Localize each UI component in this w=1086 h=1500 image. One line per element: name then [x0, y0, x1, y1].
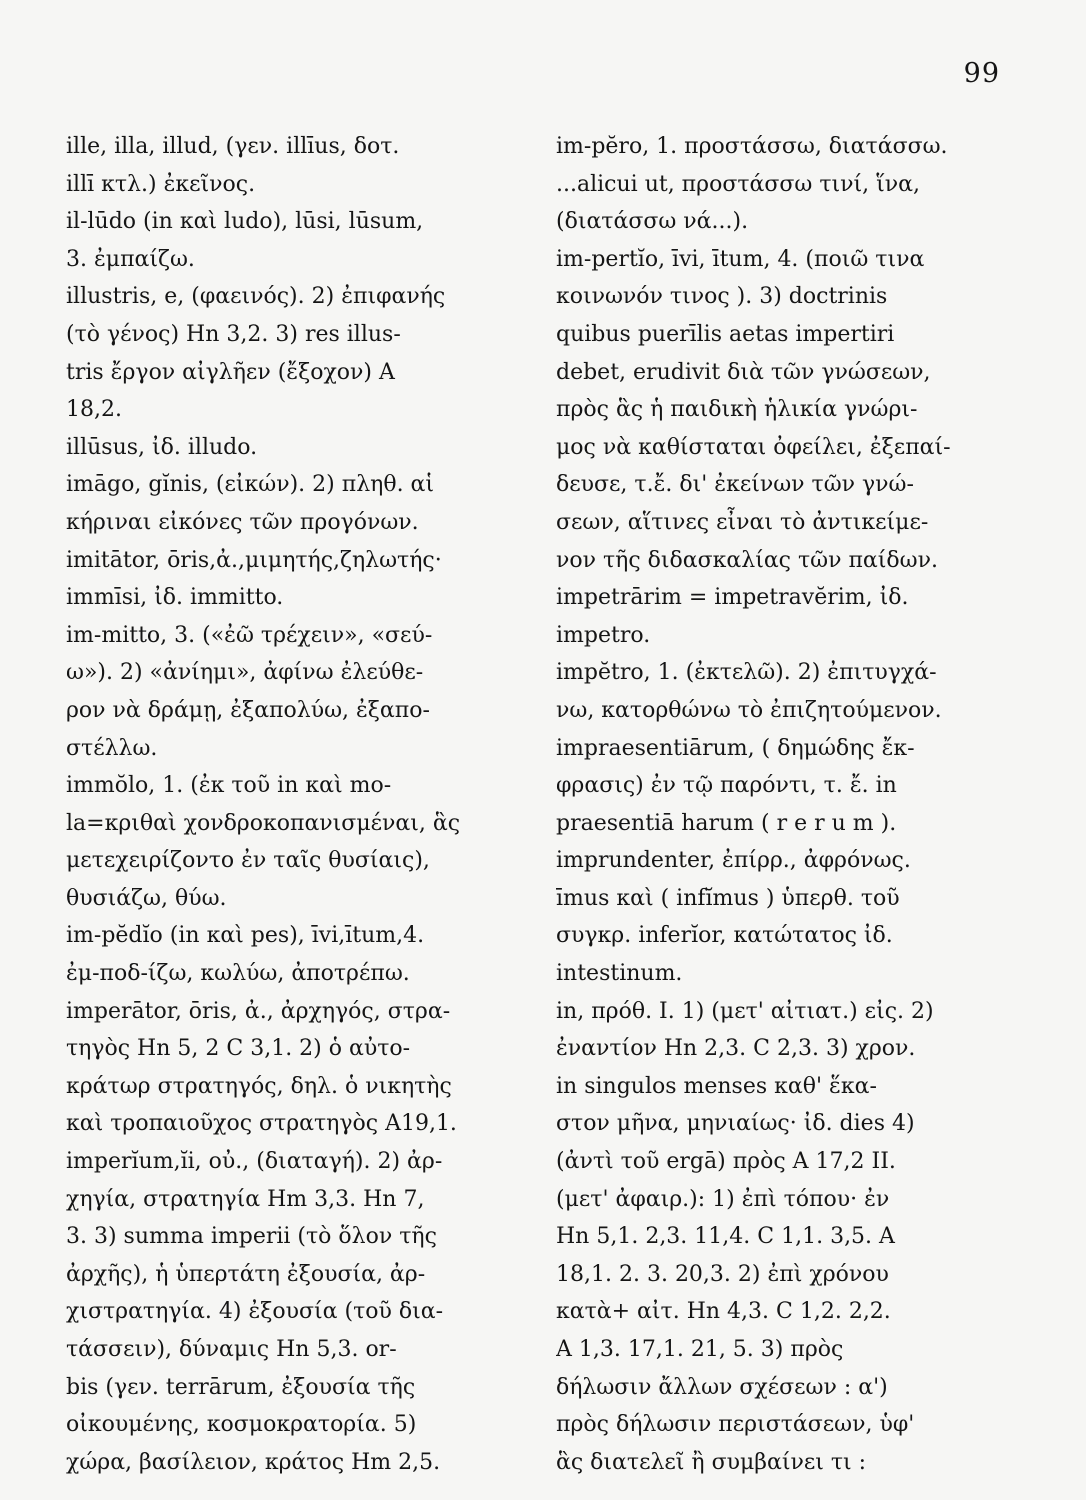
entry-line: illī κτλ.) ἐκεῖνος.	[66, 171, 256, 197]
entry-line: νον τῆς διδασκαλίας τῶν παίδων.	[556, 547, 938, 573]
entry-line: χιστρατηγία. 4) ἐξουσία (τοῦ δια-	[66, 1299, 444, 1325]
entry-line: bis (γεν. terrārum, ἐξουσία τῆς	[66, 1374, 416, 1400]
entry-line: 3. ἐμπαίζω.	[66, 246, 195, 272]
entry-line: impraesentiārum, ( δημώδης ἔκ-	[556, 735, 915, 761]
entry-line: φρασις) ἐν τῷ παρόντι, τ. ἔ. in	[556, 773, 897, 799]
entry-line: intestinum.	[556, 961, 683, 987]
entry-line: la=κριθαὶ χονδροκοπανισμέναι, ἃς	[66, 810, 461, 836]
entry-line: im-pĕro, 1. προστάσσω, διατάσσω.	[556, 134, 948, 159]
entry-line: οἰκουμένης, κοσμοκρατορία. 5)	[66, 1412, 417, 1438]
entry-line: χηγία, στρατηγία Hm 3,3. Hn 7,	[66, 1186, 425, 1212]
entry-line: ille, illa, illud, (γεν. illīus, δοτ.	[66, 134, 400, 159]
entry-line: πρὸς δήλωσιν περιστάσεων, ὑφ'	[556, 1412, 915, 1438]
entry-line: impetrārim = impetravĕrim, ἰδ.	[556, 585, 909, 611]
entry-line: A 1,3. 17,1. 21, 5. 3) πρὸς	[556, 1337, 844, 1362]
entry-line: 3. 3) summa imperii (τὸ ὅλον τῆς	[66, 1224, 437, 1250]
entry-line: illustris, e, (φαεινός). 2) ἐπιφανής	[66, 284, 446, 310]
entry-line: illūsus, ἰδ. illudo.	[66, 434, 258, 460]
entry-line: μος νὰ καθίσταται ὀφείλει, ἐξεπαί-	[556, 434, 951, 460]
entry-line: debet, erudivit διὰ τῶν γνώσεων,	[556, 359, 931, 385]
entry-line: 18,1. 2. 3. 20,3. 2) ἐπὶ χρόνου	[556, 1261, 889, 1287]
entry-line: il-lūdo (in καὶ ludo), lūsi, lūsum,	[66, 209, 424, 235]
entry-line: imperātor, ōris, ἀ., ἀρχηγός, στρα-	[66, 998, 451, 1024]
entry-line: σεων, αἵτινες εἶναι τὸ ἀντικείμε-	[556, 509, 929, 535]
entry-line: χώρα, βασίλειον, κράτος Hm 2,5.	[66, 1449, 441, 1475]
entry-line: συγκρ. inferĭor, κατώτατος ἰδ.	[556, 923, 893, 949]
entry-line: imprundenter, ἐπίρρ., ἀφρόνως.	[556, 848, 911, 874]
entry-line: (ἀντὶ τοῦ ergā) πρὸς A 17,2 II.	[556, 1149, 896, 1175]
entry-line: δευσε, τ.ἔ. δι' ἐκείνων τῶν γνώ-	[556, 472, 914, 498]
entry-line: in, πρόθ. I. 1) (μετ' αἰτιατ.) εἰς. 2)	[556, 998, 934, 1024]
entry-line: τάσσειν), δύναμις Hn 5,3. or-	[66, 1337, 397, 1362]
entry-line: ἐμ-ποδ-ίζω, κωλύω, ἀποτρέπω.	[66, 961, 410, 987]
entry-line: δήλωσιν ἄλλων σχέσεων : α')	[556, 1374, 888, 1400]
entry-line: im-mitto, 3. («ἐῶ τρέχειν», «σεύ-	[66, 622, 433, 648]
entry-line: impetro.	[556, 622, 651, 648]
entry-line: im-pertĭo, īvi, ītum, 4. (ποιῶ τινα	[556, 246, 925, 272]
entry-line: κατὰ+ αἰτ. Hn 4,3. C 1,2. 2,2.	[556, 1299, 891, 1325]
entry-line: quibus puerīlis aetas impertiri	[556, 321, 895, 347]
entry-line: īmus καὶ ( infĭmus ) ὑπερθ. τοῦ	[556, 885, 900, 911]
entry-line: ...alicui ut, προστάσσω τινί, ἵνα,	[556, 171, 920, 197]
entry-line: in singulos menses καθ' ἕκα-	[556, 1073, 877, 1099]
entry-line: immŏlo, 1. (ἐκ τοῦ in καὶ mo-	[66, 773, 392, 799]
entry-line: πρὸς ἃς ἡ παιδικὴ ἡλικία γνώρι-	[556, 397, 918, 423]
entry-line: praesentiā harum ( r e r u m ).	[556, 810, 897, 836]
page-number: 99	[963, 58, 1000, 89]
entry-line: στον μῆνα, μηνιαίως· ἰδ. dies 4)	[556, 1111, 915, 1137]
entry-line: καὶ τροπαιοῦχος στρατηγὸς A19,1.	[66, 1111, 457, 1137]
entry-line: στέλλω.	[66, 735, 158, 761]
entry-line: κράτωρ στρατηγός, δηλ. ὁ νικητὴς	[66, 1073, 452, 1099]
entry-line: ω»). 2) «ἀνίημι», ἀφίνω ἐλεύθε-	[66, 660, 424, 686]
entry-line: (μετ' ἀφαιρ.): 1) ἐπὶ τόπου· ἐν	[556, 1186, 890, 1212]
entry-line: κήριναι εἰκόνες τῶν προγόνων.	[66, 509, 419, 535]
entry-line: imperĭum,ĭi, οὐ., (διαταγή). 2) ἀρ-	[66, 1149, 443, 1175]
entry-line: (διατάσσω νά...).	[556, 209, 749, 235]
entry-line: immīsi, ἰδ. immitto.	[66, 585, 284, 611]
entry-line: 18,2.	[66, 397, 122, 423]
right-column	[556, 128, 1004, 1481]
entry-line: ρον νὰ δράμῃ, ἐξαπολύω, ἐξαπο-	[66, 697, 430, 723]
entry-line: imāgo, gĭnis, (εἰκών). 2) πληθ. αἱ	[66, 472, 435, 498]
entry-line: ἐναντίον Hn 2,3. C 2,3. 3) χρον.	[556, 1036, 916, 1062]
left-column	[66, 128, 514, 1481]
entry-line: μετεχειρίζοντο ἐν ταῖς θυσίαις),	[66, 848, 430, 874]
entry-line: τηγὸς Hn 5, 2 C 3,1. 2) ὁ αὐτο-	[66, 1036, 411, 1062]
entry-line: im-pĕdĭo (in καὶ pes), īvi,ītum,4.	[66, 923, 425, 949]
entry-line: νω, κατορθώνω τὸ ἐπιζητούμενον.	[556, 697, 942, 723]
entry-line: κοινωνόν τινος ). 3) doctrinis	[556, 284, 888, 310]
entry-line: tris ἔργον αἰγλῆεν (ἔξοχον) A	[66, 359, 395, 385]
entry-line: ἀρχῆς), ἡ ὑπερτάτη ἐξουσία, ἀρ-	[66, 1261, 426, 1287]
entry-line: Hn 5,1. 2,3. 11,4. C 1,1. 3,5. A	[556, 1224, 895, 1250]
entry-line: θυσιάζω, θύω.	[66, 885, 227, 911]
entry-line: impĕtro, 1. (ἐκτελῶ). 2) ἐπιτυγχά-	[556, 660, 937, 686]
entry-line: imitātor, ōris,ἀ.,μιμητής,ζηλωτής·	[66, 547, 442, 573]
entry-line: (τὸ γένος) Hn 3,2. 3) res illus-	[66, 321, 401, 347]
entry-line: ἃς διατελεῖ ἢ συμβαίνει τι :	[556, 1449, 867, 1475]
